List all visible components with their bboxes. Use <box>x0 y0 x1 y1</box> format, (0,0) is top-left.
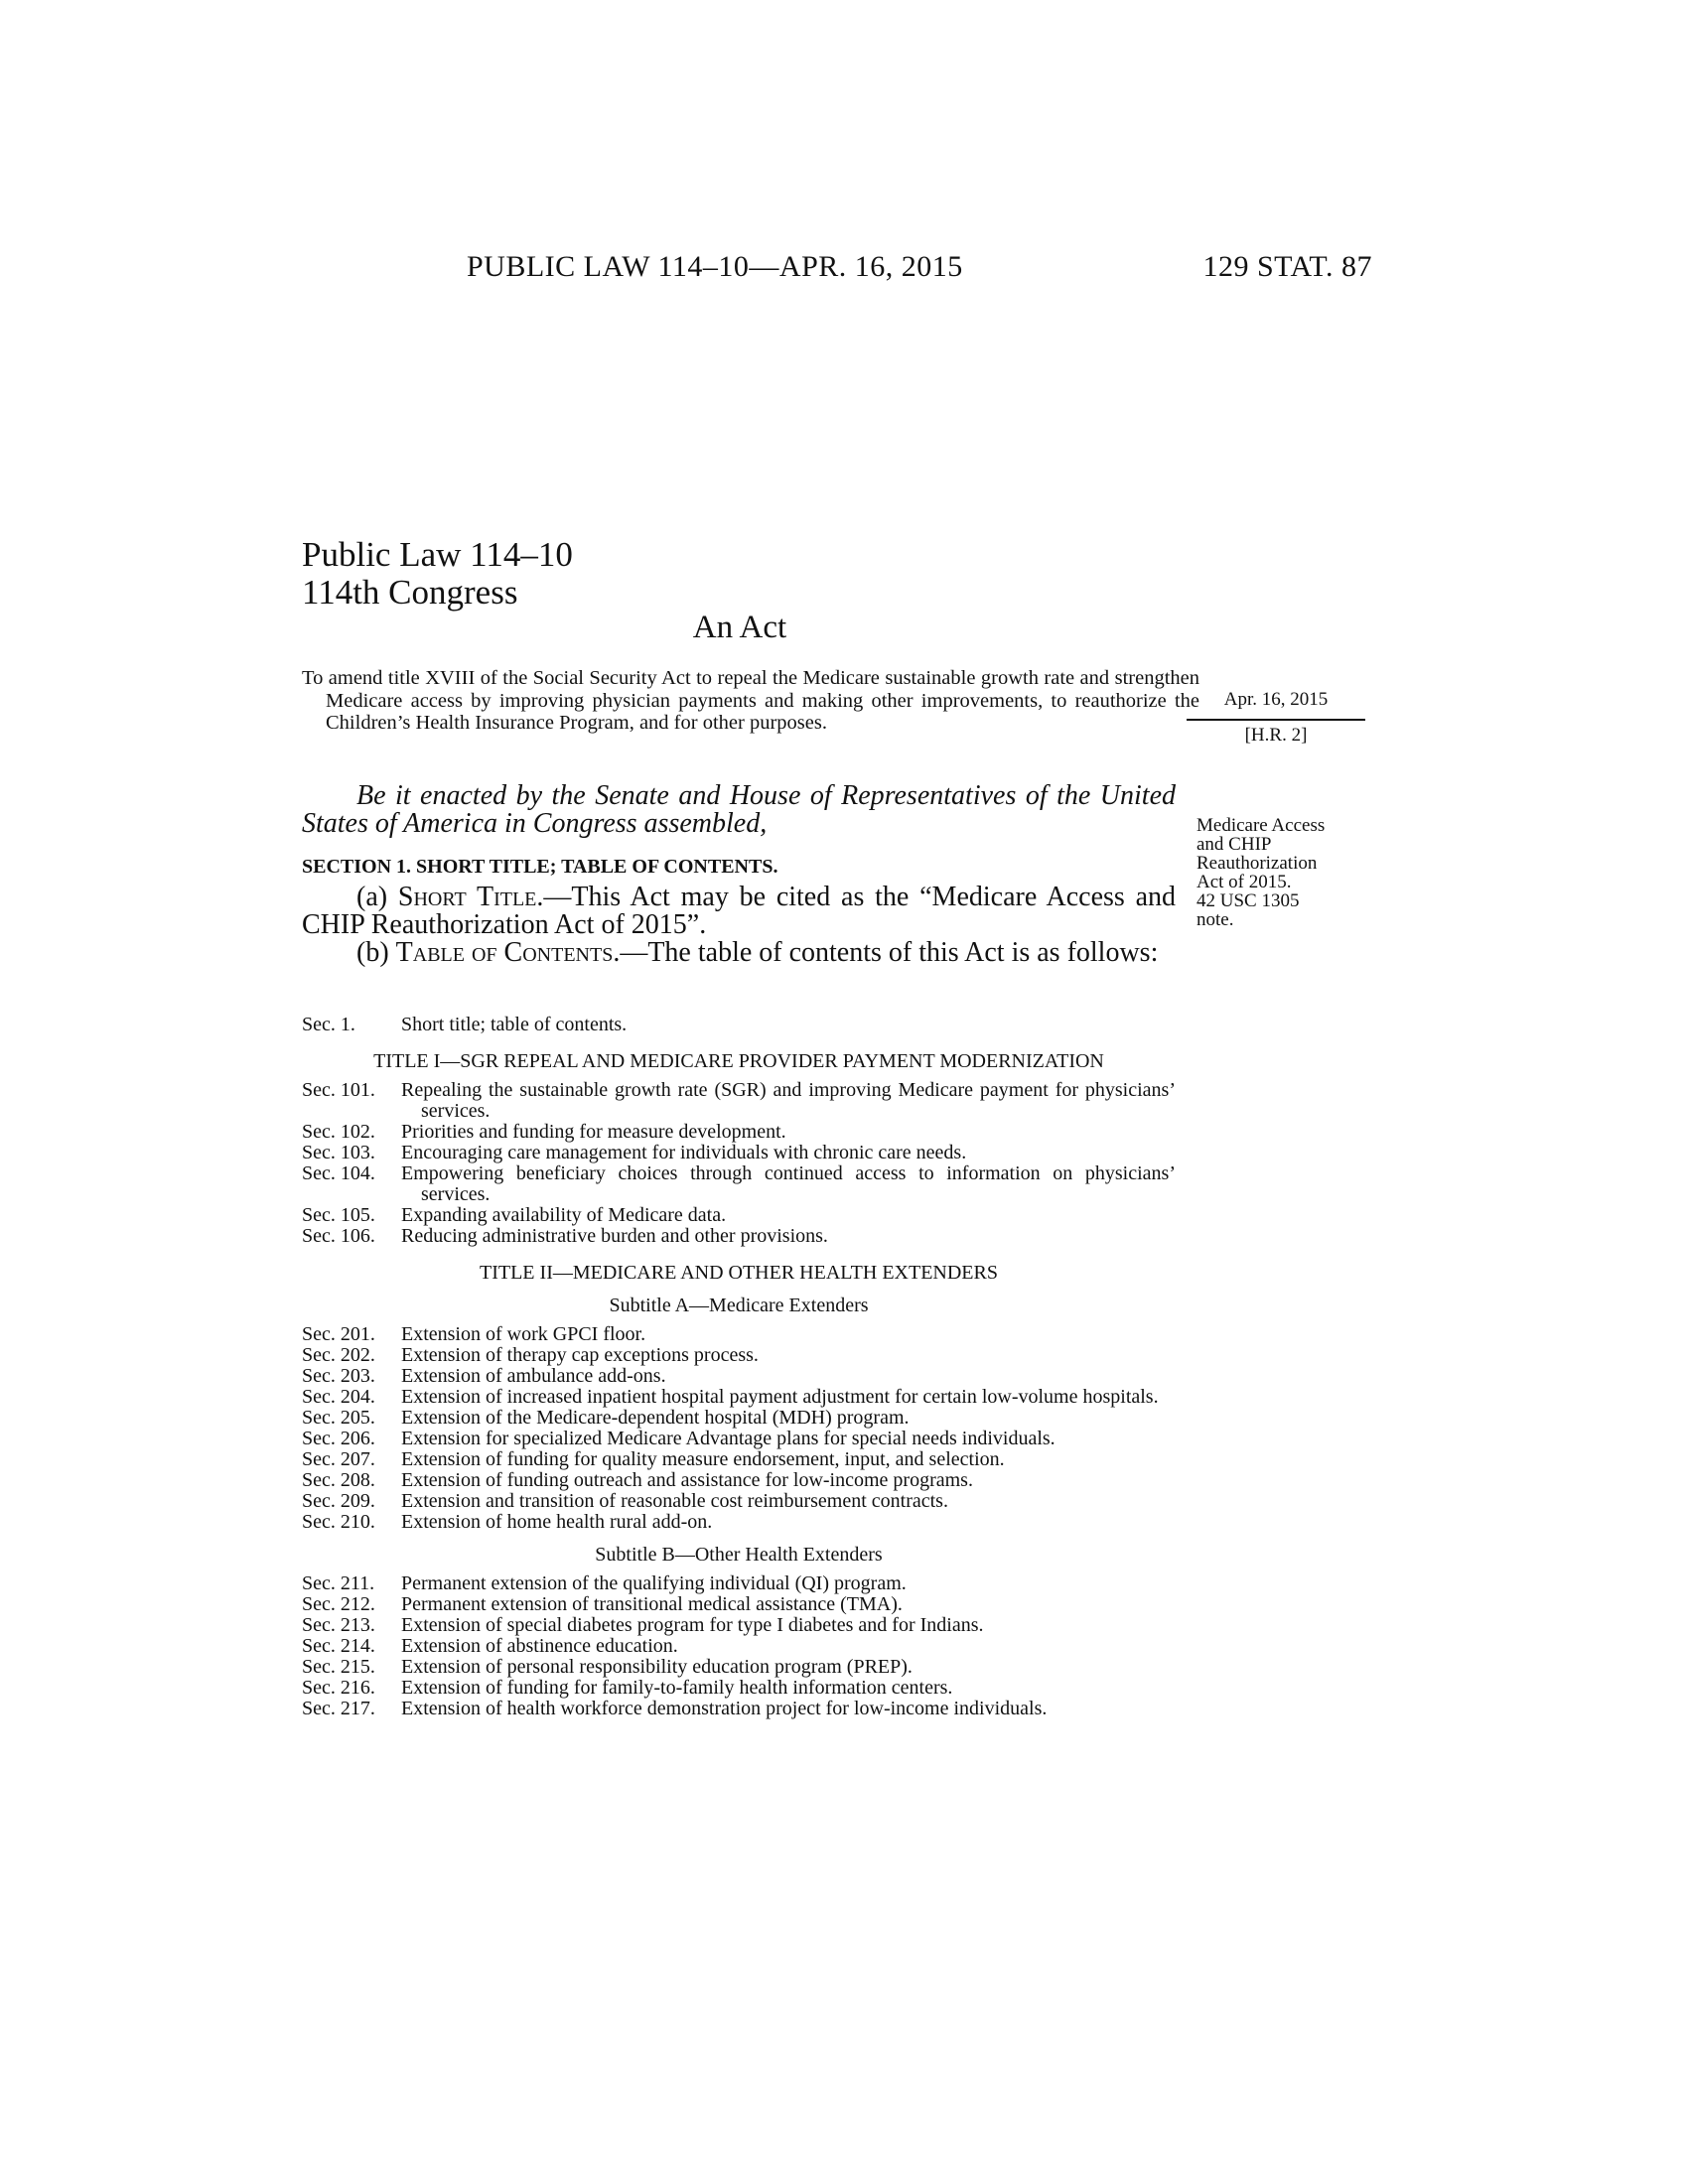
toc-section-text: Permanent extension of the qualifying individual (QI) program. <box>401 1572 907 1594</box>
margin-note-line: Medicare Access <box>1196 815 1326 836</box>
toc-section-number: Sec. 106. <box>302 1225 375 1247</box>
toc-entry <box>302 1205 1176 1226</box>
toc-section-number: Sec. 204. <box>302 1386 375 1408</box>
toc-entry <box>302 1226 1176 1247</box>
toc-section-text: Repealing the sustainable growth rate (SGR) and improving Medicare payment for physicians’ services. <box>401 1079 1176 1122</box>
margin-note-line: 42 USC 1305 <box>1196 890 1300 911</box>
toc-entry <box>302 1163 1176 1205</box>
margin-note-line: Reauthorization <box>1196 853 1318 874</box>
table-of-contents <box>302 1015 1176 1719</box>
toc-section-number: Sec. 212. <box>302 1593 375 1615</box>
toc-entry <box>302 1387 1176 1408</box>
toc-entry <box>302 1699 1176 1719</box>
toc-section-number: Sec. 210. <box>302 1511 375 1533</box>
toc-entry <box>302 1470 1176 1491</box>
toc-entry <box>302 1143 1176 1163</box>
toc-subtitle-heading: Subtitle B—Other Health Extenders <box>595 1544 883 1566</box>
margin-bill-number: [H.R. 2] <box>1244 725 1308 746</box>
toc-section-text: Priorities and funding for measure development. <box>401 1121 786 1143</box>
toc-entry <box>302 1324 1176 1345</box>
toc-section-number: Sec. 205. <box>302 1407 375 1429</box>
margin-note-line: note. <box>1196 909 1234 930</box>
toc-section-text: Reducing administrative burden and other provisions. <box>401 1225 828 1247</box>
act-heading: An Act <box>692 610 787 645</box>
toc-entry <box>302 1657 1176 1678</box>
toc-section-text: Extension of therapy cap exceptions process. <box>401 1344 759 1366</box>
margin-divider <box>1187 719 1365 721</box>
margin-note-line: Act of 2015. <box>1196 872 1292 892</box>
toc-entry <box>302 1512 1176 1533</box>
toc-entry <box>302 1080 1176 1122</box>
toc-subtitle-heading: Subtitle A—Medicare Extenders <box>609 1295 869 1316</box>
toc-section-text: Extension of abstinence education. <box>401 1635 678 1657</box>
paragraph-text: .—This Act may be cited as the “Medicare Access and CHIP Reauthorization Act of 2015”. <box>302 882 1177 940</box>
toc-entry <box>302 1573 1176 1594</box>
toc-section-text: Expanding availability of Medicare data. <box>401 1204 727 1226</box>
toc-section-number: Sec. 216. <box>302 1677 375 1699</box>
toc-subtitle-b-list <box>302 1573 1176 1719</box>
toc-entry <box>302 1678 1176 1699</box>
paragraph-label: (a) <box>356 882 398 912</box>
toc-section-text: Encouraging care management for individuals with chronic care needs. <box>401 1142 967 1163</box>
toc-section-text: Extension of the Medicare-dependent hospital (MDH) program. <box>401 1407 910 1429</box>
enacting-clause: Be it enacted by the Senate and House of Representatives of the United States of America in Congress assembled, <box>302 780 1176 839</box>
toc-section-number: Sec. 208. <box>302 1469 375 1491</box>
toc-entry <box>302 1615 1176 1636</box>
toc-section-number: Sec. 102. <box>302 1121 375 1143</box>
paragraph-text: .—The table of contents of this Act is as follows: <box>613 937 1159 968</box>
toc-section-number: Sec. 1. <box>302 1014 355 1035</box>
toc-section-text: Extension and transition of reasonable cost reimbursement contracts. <box>401 1490 948 1512</box>
toc-section-text: Short title; table of contents. <box>401 1014 628 1035</box>
toc-entry <box>302 1429 1176 1449</box>
toc-section-number: Sec. 214. <box>302 1635 375 1657</box>
toc-title-heading: TITLE I—SGR REPEAL AND MEDICARE PROVIDER PAYMENT MODERNIZATION <box>373 1050 1104 1072</box>
congress-number: 114th Congress <box>302 573 518 612</box>
toc-section-number: Sec. 209. <box>302 1490 375 1512</box>
toc-entry <box>302 1122 1176 1143</box>
toc-title-heading: TITLE II—MEDICARE AND OTHER HEALTH EXTENDERS <box>480 1262 998 1284</box>
toc-section-number: Sec. 101. <box>302 1079 375 1101</box>
toc-entry <box>302 1015 1176 1035</box>
running-head: PUBLIC LAW 114–10—APR. 16, 2015 <box>467 250 963 283</box>
paragraph-caption: Short Title <box>397 882 537 912</box>
toc-section-number: Sec. 207. <box>302 1448 375 1470</box>
paragraph-caption: Table of Contents <box>395 937 614 968</box>
toc-section-text: Extension of increased inpatient hospital payment adjustment for certain low-volume hospitals. <box>401 1386 1159 1408</box>
toc-section-number: Sec. 217. <box>302 1698 375 1719</box>
toc-entry <box>302 1345 1176 1366</box>
toc-entry <box>302 1366 1176 1387</box>
toc-section-text: Extension of funding for family-to-family health information centers. <box>401 1677 953 1699</box>
toc-section-text: Extension of home health rural add-on. <box>401 1511 713 1533</box>
public-law-number: Public Law 114–10 <box>302 535 573 574</box>
toc-title-1-list <box>302 1080 1176 1247</box>
toc-section-text: Permanent extension of transitional medical assistance (TMA). <box>401 1593 903 1615</box>
toc-section-number: Sec. 103. <box>302 1142 375 1163</box>
toc-section-number: Sec. 211. <box>302 1572 375 1594</box>
margin-note-line: and CHIP <box>1196 834 1272 855</box>
section-1-heading: SECTION 1. SHORT TITLE; TABLE OF CONTENTS. <box>302 856 778 878</box>
margin-date: Apr. 16, 2015 <box>1223 689 1329 710</box>
toc-section-text: Extension of funding outreach and assistance for low-income programs. <box>401 1469 973 1491</box>
toc-section-number: Sec. 215. <box>302 1656 375 1678</box>
toc-section-number: Sec. 213. <box>302 1614 375 1636</box>
toc-section-text: Extension for specialized Medicare Advantage plans for special needs individuals. <box>401 1428 1055 1449</box>
margin-note <box>1196 816 1385 929</box>
law-title-block <box>302 536 573 612</box>
toc-entry <box>302 1408 1176 1429</box>
toc-section-number: Sec. 105. <box>302 1204 375 1226</box>
toc-section-text: Extension of funding for quality measure endorsement, input, and selection. <box>401 1448 1005 1470</box>
statute-page-reference: 129 STAT. 87 <box>1202 250 1372 283</box>
toc-section-text: Extension of ambulance add-ons. <box>401 1365 666 1387</box>
toc-subtitle-a-list <box>302 1324 1176 1533</box>
table-of-contents-paragraph <box>302 939 1176 967</box>
toc-section-number: Sec. 206. <box>302 1428 375 1449</box>
paragraph-label: (b) <box>356 937 396 968</box>
toc-entry <box>302 1636 1176 1657</box>
toc-entry <box>302 1491 1176 1512</box>
toc-section-text: Extension of special diabetes program for type I diabetes and for Indians. <box>401 1614 984 1636</box>
toc-section-number: Sec. 201. <box>302 1323 375 1345</box>
toc-section-text: Empowering beneficiary choices through continued access to information on physicians’ services. <box>401 1162 1176 1205</box>
toc-section-number: Sec. 104. <box>302 1162 375 1184</box>
short-title-paragraph <box>302 884 1176 939</box>
toc-section-text: Extension of work GPCI floor. <box>401 1323 646 1345</box>
toc-section-number: Sec. 203. <box>302 1365 375 1387</box>
toc-entry <box>302 1449 1176 1470</box>
act-purpose: To amend title XVIII of the Social Security Act to repeal the Medicare sustainable growth rate and strengthen Medicare access by improving physician payments and making other improvements, to reauthorize the Children’s Health Insurance Program, and for other purposes. <box>302 667 1199 734</box>
toc-section-text: Extension of personal responsibility education program (PREP). <box>401 1656 913 1678</box>
toc-entry <box>302 1594 1176 1615</box>
toc-section-number: Sec. 202. <box>302 1344 375 1366</box>
toc-section-text: Extension of health workforce demonstration project for low-income individuals. <box>401 1698 1048 1719</box>
